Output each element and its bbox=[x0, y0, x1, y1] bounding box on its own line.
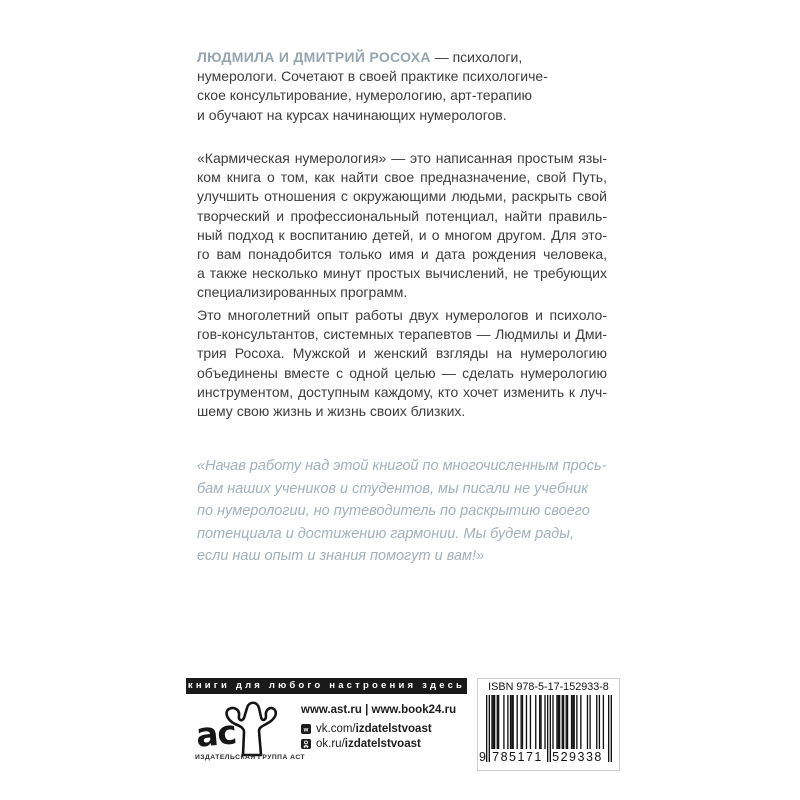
authors-intro-first-line bbox=[197, 48, 607, 67]
svg-text:w: w bbox=[303, 727, 309, 734]
text-line: ком книга о том, как найти свое предназначение, свой Путь, bbox=[197, 169, 607, 186]
slogan-text: книги для любого настроения здесь bbox=[187, 680, 466, 691]
vk-link-text bbox=[316, 723, 432, 735]
text-line: объединены вместе с одной целью — сделать нумерологию bbox=[197, 364, 607, 381]
text-line: гов-консультантов, системных терапевтов — Людмилы и Дми- bbox=[197, 326, 607, 343]
authors-experience-paragraph bbox=[197, 306, 607, 421]
isbn-barcode-box bbox=[477, 678, 620, 771]
vk-url-account: izdatelstvoast bbox=[355, 723, 432, 735]
ok-url-account: izdatelstvoast bbox=[344, 738, 421, 750]
slogan-bar bbox=[186, 678, 467, 694]
text-line: и обучают на курсах начинающих нумерологов. bbox=[197, 106, 507, 123]
text-line: трия Росоха. Мужской и женский взгляды на нумерологию bbox=[197, 345, 607, 362]
authors-intro-lines bbox=[197, 67, 607, 125]
publisher-links bbox=[301, 704, 456, 753]
text-line: а также несколько минут простых вычислений, не требующих bbox=[197, 265, 607, 282]
isbn-label: ISBN 978-5-17-152933-8 bbox=[488, 681, 609, 693]
ok-link-text bbox=[316, 738, 421, 750]
authors-names: ЛЮДМИЛА И ДМИТРИЙ РОСОХА bbox=[197, 49, 431, 65]
authors-quote bbox=[197, 455, 607, 568]
text-line: если наш опыт и знания помогут и вам!» bbox=[197, 548, 485, 564]
book-description-paragraph bbox=[197, 149, 607, 303]
publisher-websites: www.ast.ru | www.book24.ru bbox=[301, 704, 457, 716]
text-line: по нумерологии, но путеводитель по раскрытию своего bbox=[197, 503, 590, 519]
ast-logo-letters: ас bbox=[194, 712, 238, 755]
ok-url-prefix: ok.ru/ bbox=[316, 738, 345, 750]
barcode-digit-group-2: 785171 bbox=[492, 750, 543, 764]
ok-link-row bbox=[301, 738, 456, 750]
text-line: потенциала и достижению гармонии. Мы будем рады, bbox=[197, 525, 574, 542]
text-line: ный подход к воспитанию детей, и о многом другом. Для это- bbox=[197, 226, 607, 243]
barcode-digit-group-1: 9 bbox=[479, 750, 486, 764]
text-line: улучшить отношения с окружающими людьми, раскрыть свой bbox=[197, 188, 607, 205]
barcode-digit-group-3: 529338 bbox=[552, 750, 603, 764]
text-line: шему свою жизнь и жизнь своих близких. bbox=[197, 403, 466, 420]
ok-icon bbox=[301, 739, 311, 749]
text-line: го вам понадобится только имя и дата рождения человека, bbox=[197, 246, 607, 263]
text-line: «Начав работу над этой книгой по многочисленным прось- bbox=[197, 458, 607, 474]
text-line: Это многолетний опыт работы двух нумерологов и психоло- bbox=[197, 307, 607, 323]
authors-intro-rest: — психологи, bbox=[430, 49, 523, 65]
text-line: инструментом, доступным каждому, кто хочет изменить к луч- bbox=[197, 383, 607, 400]
text-line: нумерологи. Сочетают в своей практике психологиче- bbox=[197, 68, 548, 85]
text-line: ское консультирование, нумерологию, арт-терапию bbox=[197, 87, 533, 104]
vk-link-row bbox=[301, 723, 456, 735]
text-line: «Кармическая нумерология» — это написанная простым язы- bbox=[197, 150, 607, 166]
barcode-digits bbox=[479, 750, 612, 764]
vk-icon bbox=[301, 724, 311, 734]
publisher-tagline: ИЗДАТЕЛЬСКАЯ ГРУППА АСТ bbox=[195, 754, 306, 761]
text-line: творческий и профессиональный потенциал, найти правиль- bbox=[197, 207, 607, 224]
text-line: специализированных программ. bbox=[197, 284, 408, 301]
text-line: бам наших учеников и студентов, мы писали не учебник bbox=[197, 480, 589, 497]
vk-url-prefix: vk.com/ bbox=[316, 723, 356, 735]
authors-intro-paragraph bbox=[197, 48, 607, 125]
